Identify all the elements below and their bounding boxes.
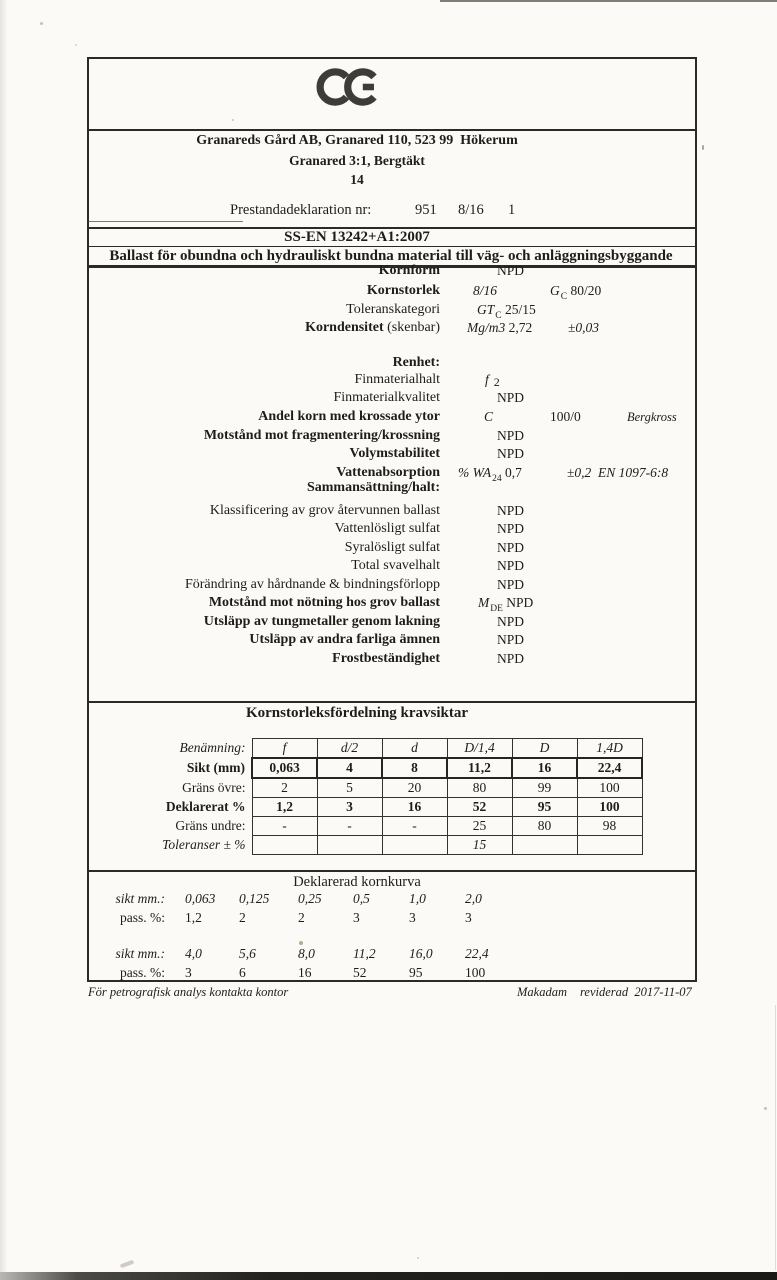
value-part: 2 bbox=[493, 375, 500, 389]
kornkurva-value: 16,0 bbox=[409, 946, 433, 961]
kornkurva-row-label: sikt mm.: bbox=[115, 891, 165, 906]
value-part: f bbox=[485, 372, 489, 387]
table-cell: 5 bbox=[317, 778, 382, 798]
property-label-text: Finmaterialkvalitet bbox=[333, 390, 440, 405]
property-value bbox=[497, 577, 524, 593]
kornkurva-value: 5,6 bbox=[239, 946, 256, 961]
value-part: Mg/m3 bbox=[467, 320, 506, 335]
table-cell: D/1,4 bbox=[447, 739, 512, 759]
property-label bbox=[87, 302, 440, 318]
property-label bbox=[87, 540, 440, 556]
value-part: % WA bbox=[458, 465, 492, 480]
table-cell bbox=[317, 836, 382, 855]
property-value bbox=[497, 263, 524, 279]
table-cell: 20 bbox=[382, 778, 447, 798]
table-cell: - bbox=[317, 817, 382, 836]
value-part: NPD bbox=[497, 614, 525, 629]
table-cell: D bbox=[512, 739, 577, 759]
property-value bbox=[567, 465, 668, 481]
table-cell: 100 bbox=[577, 778, 642, 798]
property-label-text: Frostbeständighet bbox=[332, 651, 440, 666]
property-label bbox=[87, 283, 440, 299]
property-label bbox=[87, 595, 440, 611]
property-value bbox=[497, 651, 524, 667]
property-value bbox=[485, 372, 500, 390]
scan-artifact-line bbox=[88, 221, 243, 222]
property-label bbox=[87, 632, 440, 648]
property-value bbox=[467, 320, 532, 336]
table-cell bbox=[382, 836, 447, 855]
table-cell: 1,4D bbox=[577, 739, 642, 759]
kornkurva-value: 16 bbox=[298, 965, 312, 980]
property-value bbox=[497, 503, 524, 519]
value-part: NPD bbox=[497, 263, 525, 278]
value-part: 2,72 bbox=[505, 320, 533, 335]
kornkurva-value: 52 bbox=[353, 965, 367, 980]
table-cell bbox=[512, 836, 577, 855]
kornkurva-value: 11,2 bbox=[353, 946, 376, 961]
kornkurva-row-label: pass. %: bbox=[120, 965, 165, 980]
scan-speck bbox=[40, 22, 43, 25]
table-cell: 4 bbox=[317, 758, 382, 778]
property-value bbox=[497, 390, 524, 406]
value-part: NPD bbox=[497, 577, 525, 592]
property-label-text: Vattenabsorption bbox=[336, 465, 440, 480]
footer-brand: Makadam bbox=[517, 985, 567, 999]
table-cell: 95 bbox=[512, 798, 577, 817]
kornkurva-value: 4,0 bbox=[185, 946, 202, 961]
kornkurva-value: 100 bbox=[465, 965, 486, 980]
value-part: DE bbox=[490, 603, 503, 614]
property-value bbox=[497, 521, 524, 537]
table-cell: 1,2 bbox=[252, 798, 317, 817]
scan-speck bbox=[120, 1260, 135, 1269]
scan-speck bbox=[417, 1257, 419, 1259]
value-part: NPD bbox=[497, 503, 525, 518]
kornkurva-value: 2 bbox=[298, 910, 305, 925]
property-label-text: Toleranskategori bbox=[346, 302, 440, 317]
value-part: 25/15 bbox=[501, 302, 536, 317]
table-cell: d/2 bbox=[317, 739, 382, 759]
table-cell bbox=[577, 836, 642, 855]
property-label-suffix: (skenbar) bbox=[383, 320, 440, 335]
property-label bbox=[87, 480, 440, 496]
property-label bbox=[87, 409, 440, 425]
sieve-table-title: Kornstorleksfördelning kravsiktar bbox=[245, 705, 469, 721]
value-part: NPD bbox=[497, 558, 525, 573]
property-label bbox=[87, 651, 440, 667]
kornkurva-value: 2,0 bbox=[465, 891, 482, 906]
value-part: GT bbox=[477, 302, 495, 317]
kornkurva-row-label: pass. %: bbox=[120, 910, 165, 925]
property-value bbox=[497, 558, 524, 574]
table-row bbox=[87, 836, 642, 855]
kornkurva-value: 8,0 bbox=[298, 946, 315, 961]
value-part: C bbox=[560, 291, 568, 302]
declaration-number-2: 8/16 bbox=[458, 202, 484, 218]
kornkurva-value: 3 bbox=[185, 965, 192, 980]
kornkurva-value: 0,25 bbox=[298, 891, 322, 906]
property-label-text: Förändring av hårdnande & bindningsförlopp bbox=[184, 577, 440, 592]
kornkurva-row-label: sikt mm.: bbox=[115, 946, 165, 961]
property-label-text: Renhet: bbox=[392, 355, 440, 370]
divider-line bbox=[87, 129, 695, 131]
property-label bbox=[87, 521, 440, 537]
table-cell bbox=[252, 836, 317, 855]
table-cell: 25 bbox=[447, 817, 512, 836]
table-cell: 16 bbox=[512, 758, 577, 778]
footer-note: För petrografisk analys kontakta kontor bbox=[88, 985, 289, 999]
kornkurva-value: 95 bbox=[409, 965, 423, 980]
table-cell: 99 bbox=[512, 778, 577, 798]
scan-speck bbox=[702, 145, 704, 150]
property-label-text: Motstånd mot nötning hos grov ballast bbox=[208, 595, 440, 610]
divider-line bbox=[87, 870, 695, 872]
kornkurva-value: 0,063 bbox=[185, 891, 216, 906]
value-part: ±0,03 bbox=[568, 320, 600, 335]
value-part: Bergkross bbox=[627, 410, 677, 424]
property-label-text: Utsläpp av tungmetaller genom lakning bbox=[203, 614, 440, 629]
property-value bbox=[497, 632, 524, 648]
table-row bbox=[87, 798, 642, 817]
table-cell: 52 bbox=[447, 798, 512, 817]
property-value bbox=[458, 465, 522, 487]
table-cell: d bbox=[382, 739, 447, 759]
property-label bbox=[87, 558, 440, 574]
scope-title: Ballast för obundna och hydrauliskt bundna material till väg- och anläggningsbyggande bbox=[109, 248, 673, 264]
kornkurva-value: 6 bbox=[239, 965, 246, 980]
table-row-label: Gräns övre: bbox=[182, 779, 246, 795]
property-label-text: Volymstabilitet bbox=[349, 446, 440, 461]
declaration-number-3: 1 bbox=[508, 202, 516, 218]
value-part: NPD bbox=[497, 651, 525, 666]
property-label-text: Motstånd mot fragmentering/krossning bbox=[203, 428, 440, 443]
property-label-text: Sammansättning/halt: bbox=[306, 480, 440, 495]
scan-edge-left bbox=[0, 0, 7, 1280]
property-value bbox=[497, 614, 524, 630]
table-row bbox=[87, 758, 642, 778]
kornkurva-value: 1,2 bbox=[185, 910, 202, 925]
footer-revision-date: reviderad 2017-11-07 bbox=[580, 985, 692, 999]
value-part: 100/0 bbox=[550, 409, 581, 424]
value-part: 8/16 bbox=[473, 283, 498, 298]
kornkurva-value: 3 bbox=[409, 910, 416, 925]
table-row bbox=[87, 739, 642, 759]
property-value bbox=[550, 283, 601, 305]
declaration-number-1: 951 bbox=[415, 202, 437, 218]
property-label-text: Vattenlösligt sulfat bbox=[334, 521, 440, 536]
table-cell: f bbox=[252, 739, 317, 759]
table-row-label: Sikt (mm) bbox=[186, 760, 245, 775]
table-cell: 80 bbox=[447, 778, 512, 798]
scan-edge-bottom bbox=[0, 1272, 777, 1280]
property-label-text: Finmaterialhalt bbox=[354, 372, 440, 387]
value-part: C bbox=[484, 409, 494, 424]
table-row-label: Toleranser ± % bbox=[162, 837, 246, 852]
property-label bbox=[87, 614, 440, 630]
scan-edge-top bbox=[440, 0, 777, 2]
property-label-text: Korndensitet bbox=[305, 320, 384, 335]
value-part: NPD bbox=[497, 446, 525, 461]
table-cell: 15 bbox=[447, 836, 512, 855]
property-value bbox=[568, 320, 599, 336]
property-label bbox=[87, 428, 440, 444]
property-label-text: Total svavelhalt bbox=[351, 558, 440, 573]
table-row-label: Benämning: bbox=[179, 740, 246, 756]
table-row-label: Deklarerat % bbox=[165, 799, 246, 814]
property-label bbox=[87, 465, 440, 481]
value-part: NPD bbox=[497, 632, 525, 647]
ce-mark-icon bbox=[316, 64, 382, 110]
property-value bbox=[550, 409, 581, 425]
kornkurva-value: 0,5 bbox=[353, 891, 370, 906]
table-cell: 100 bbox=[577, 798, 642, 817]
property-label bbox=[87, 320, 440, 336]
value-part: NPD bbox=[497, 390, 525, 405]
property-label-text: Syralösligt sulfat bbox=[344, 540, 440, 555]
table-cell: 11,2 bbox=[447, 758, 512, 778]
kornkurva-value: 2 bbox=[239, 910, 246, 925]
property-value bbox=[497, 446, 524, 462]
property-label bbox=[87, 390, 440, 406]
property-label-text: Klassificering av grov återvunnen ballast bbox=[209, 503, 440, 518]
table-cell: - bbox=[382, 817, 447, 836]
property-label-text: Kornstorlek bbox=[366, 283, 440, 298]
property-label bbox=[87, 263, 440, 279]
kornkurva-value: 22,4 bbox=[465, 946, 489, 961]
table-cell: 3 bbox=[317, 798, 382, 817]
value-part: G bbox=[550, 283, 560, 298]
company-number: 14 bbox=[350, 172, 364, 187]
property-value bbox=[627, 409, 677, 425]
property-value bbox=[473, 283, 497, 299]
value-part: 80/20 bbox=[567, 283, 602, 298]
kornkurva-value: 0,125 bbox=[239, 891, 270, 906]
standard-title: SS-EN 13242+A1:2007 bbox=[284, 229, 430, 245]
declaration-number-label: Prestandadeklaration nr: bbox=[230, 202, 372, 218]
property-label-text: Kornform bbox=[378, 263, 440, 278]
property-label bbox=[87, 446, 440, 462]
property-label bbox=[87, 355, 440, 371]
table-cell: 16 bbox=[382, 798, 447, 817]
property-label-text: Andel korn med krossade ytor bbox=[258, 409, 440, 424]
divider-line bbox=[87, 246, 695, 247]
property-value bbox=[497, 428, 524, 444]
value-part: NPD bbox=[497, 540, 525, 555]
company-site: Granared 3:1, Bergtäkt bbox=[289, 153, 425, 168]
sieve-table bbox=[87, 738, 643, 855]
value-part: 24 bbox=[492, 473, 502, 484]
value-part: NPD bbox=[497, 521, 525, 536]
table-cell: 8 bbox=[382, 758, 447, 778]
kornkurva-value: 3 bbox=[465, 910, 472, 925]
table-cell: 2 bbox=[252, 778, 317, 798]
company-address: Granareds Gård AB, Granared 110, 523 99 Hökerum bbox=[196, 133, 518, 148]
table-cell: 0,063 bbox=[252, 758, 317, 778]
property-value bbox=[497, 540, 524, 556]
table-cell: 80 bbox=[512, 817, 577, 836]
value-part: NPD bbox=[497, 428, 525, 443]
property-label-text: Utsläpp av andra farliga ämnen bbox=[249, 632, 440, 647]
kornkurva-title: Deklarerad kornkurva bbox=[293, 874, 421, 890]
table-cell: 22,4 bbox=[577, 758, 642, 778]
divider-line bbox=[87, 701, 695, 703]
scan-edge-right bbox=[775, 1005, 776, 1270]
property-label bbox=[87, 372, 440, 388]
table-row bbox=[87, 817, 642, 836]
table-cell: - bbox=[252, 817, 317, 836]
property-value bbox=[484, 409, 493, 425]
scan-speck bbox=[764, 1107, 767, 1110]
property-label bbox=[87, 503, 440, 519]
value-part: ±0,2 EN 1097-6:8 bbox=[567, 465, 669, 480]
value-part: 0,7 bbox=[501, 465, 522, 480]
property-label bbox=[87, 577, 440, 593]
kornkurva-value: 3 bbox=[353, 910, 360, 925]
table-row-label: Gräns undre: bbox=[175, 818, 246, 833]
kornkurva-value: 1,0 bbox=[409, 891, 426, 906]
value-part: C bbox=[495, 310, 502, 321]
scan-speck bbox=[75, 44, 77, 46]
value-part: NPD bbox=[502, 595, 534, 610]
table-row bbox=[87, 778, 642, 798]
table-cell: 98 bbox=[577, 817, 642, 836]
value-part: M bbox=[478, 595, 490, 610]
